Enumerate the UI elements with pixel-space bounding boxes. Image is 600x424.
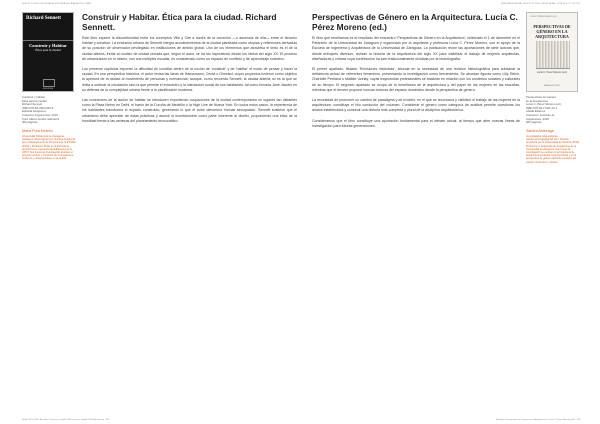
reviewer-name: Sandra Amezaga (526, 129, 554, 133)
paragraph: Los primeros capítulos exponen la dificultad de conciliar dentro de la noción de 'construir' y de 'habitar' el modo de pensar y hacer la ciudad. En una perspectiva histórica, el autor revisa las ideas de Haussmann, Cerdá u Olmsted, cuyos proyectos tuvieron como objetivo la apertura de la ciudad al movimiento de personas y mercancías; aunque, como recuerda Sennett, la ciudad abierta no es la que se limita a ordenar la circulación sino la que permite el encuentro y la interacción social de sus habitantes, tal como formula Jane Jacobs en su defensa de la complejidad urbana frente a la planificación moderna. (82, 67, 297, 92)
reviewer-right (526, 129, 580, 164)
cover-author: Richard Sennett (26, 16, 61, 21)
book-metadata-right (526, 96, 580, 125)
paragraph: La necesidad de promover un cambio de paradigma y de modelo, en el que se reconozca y visibilice el trabajo de las mujeres en la arquitectura, constituye el hilo conductor del volumen. Considerar el género como categoría de análisis permite cuestionar los relatos establecidos y construir una historia más completa y plural de la disciplina arquitectónica. (312, 98, 520, 113)
metadata-line: Abada Editores (526, 109, 546, 114)
cover-publisher: ABADA EDITORES (544, 85, 560, 87)
article-title-left: Construir y Habitar. Ética para la ciudad. Richard Sennett. (82, 12, 277, 32)
book-cover-left (22, 12, 74, 92)
review-body-right (312, 12, 520, 134)
metadata-line: Editorial Anagrama, (22, 109, 47, 114)
right-page (312, 12, 580, 412)
article-text-left (82, 36, 297, 124)
left-page (22, 12, 297, 412)
cover-editor: Lucía C. Pérez Moreno (ed.) (536, 71, 568, 74)
paragraph: Este libro expone la discontinuidad entre los conceptos Ville y Cité a través de la conexión —o ausencia de ella— entre el binomio habitar y construir. La evolución urbana de Sennett integra acontecimientos de la ciudad planteada como utopías y reflexiones derivadas de su posición de observador privilegiado en instituciones de ámbito global. Uno de los elementos que atraviesa el texto es el de la ciudad abierta, frente al modelo de ciudad cerrada que, según el autor, se ha ido imponiendo desde los inicios del siglo XX. El proceso de urbanización en sí mismo, con sus múltiples escalas, es considerado como un espacio de conflicto y de aprendizaje colectivo. (82, 36, 297, 61)
reviewer-bio: Universidad Politécnica de Cartagena. mariapura.moreno@upct.es. Doctora Arquitecta por el Departamento de Proyectos de la ETSAM (2013) y Profesora Titular en la Escuela de Arquitectura e Ingeniería de Edificación de la UPCT. Sus líneas de investigación abordan el proyecto urbano y la historia de la arquitectura moderna y contemporánea en la ciudad. (22, 135, 76, 161)
metadata-line: Arquitectura, 2018 (526, 116, 549, 121)
reviewer-left (22, 129, 76, 161)
metadata-line: ISBN 978-84-17301-12-1 (526, 105, 558, 110)
metadata-line: 400 páginas (22, 120, 38, 125)
cover-rule (23, 40, 73, 41)
running-head-right: WWW.REVISTA RA / ISSN 2171-1146 / REVISTA RA · 2018 Nº 5 / P. 123-125 (501, 3, 580, 5)
paragraph: Las conexiones de la acción de habitar se introducen exponiendo ocupaciones de la ciudad contemporánea en lugares tan distantes como la Plaza Nehru en Delhi, el barrio de la Coruña de Medellín o la High Line de Nueva York. En todos estos casos, la experiencia de los habitantes transforma el espacio construido, generando lo que el autor denomina 'formas sincopadas'. Sennett sostiene que el urbanismo debe aprender de estas prácticas y asumir la incertidumbre como parte inherente al diseño, proponiendo una ética de la humildad frente a las certezas del planeamiento tecnocrático. (82, 98, 297, 123)
cover-title: Construir y Habitar Ética para la ciudad (29, 43, 67, 52)
article-text-right (312, 36, 520, 129)
metadata-line: Colección: Lecturas de (526, 112, 555, 117)
metadata-line: Trad. Marco Aurelio Galmarini (22, 116, 60, 121)
footer-right: Reseñas Perspectivas de Género en la Arquitectura. Lucía C. Pérez Moreno (ed.) · R5 (496, 419, 580, 421)
reviewer-name: María Pura Moreno (22, 129, 53, 133)
paragraph: El primer apartado, titulado 'Revisiones históricas', abunda en la necesidad de una revisión historiográfica para subsanar la deficiencia actual de referentes femeninos, presentando la investigación como herramienta. Se abordan figuras como Lilly Reich, Charlotte Perriand o Matilde Ucelay, cuyas trayectorias profesionales se analizan en relación con los contextos sociales y culturales de su tiempo. El segundo apartado se ocupa de la enseñanza de la arquitectura y del papel de las mujeres en las escuelas, mientras que el tercero propone nuevas lecturas del espacio doméstico desde la perspectiva de género. (312, 67, 520, 92)
footer-left: ISSN 2171-1146 / Reseñas Construir y habitar. Ética para la ciudad. Richard Sennett · R5 (22, 419, 109, 421)
metadata-line: Ética para la ciudad (22, 98, 47, 103)
cover-publisher: ANAGRAMA (42, 88, 54, 90)
metadata-line: Richard Sennett (22, 102, 43, 107)
cover-title: PERSPECTIVAS DE GÉNERO EN LA ARQUITECTURA (533, 24, 571, 39)
article-title-right: Perspectivas de Género en la Arquitectura. Lucía C. Pérez Moreno (ed.) (312, 12, 518, 32)
metadata-line: 280 páginas (526, 120, 542, 125)
cover-image (536, 41, 570, 69)
paragraph: El libro que reseñamos es el resultado del encuentro 'Perspectivas de Género en la Arquitectura', celebrado el 1 de diciembre en el Paraninfo de la Universidad de Zaragoza y organizado por la arquitecta y profesora Lucía C. Pérez Moreno, con el apoyo de la Escuela de Ingeniería y Arquitectura de la Universidad de Zaragoza. La publicación reúne las aportaciones de siete autoras que, desde enfoques diversos, revisan la historia de la arquitectura del siglo XX para visibilizar el trabajo de mujeres arquitectas, diseñadoras y críticas cuya contribución ha sido tradicionalmente olvidada por la historiografía. (312, 36, 520, 61)
metadata-line: Lucía C. Pérez Moreno (ed.) (526, 102, 562, 107)
running-head-left: ISSN 2171-1146 / REVISTA DE HISTORIA DE LA ARQUITECTURA (22, 3, 91, 5)
metadata-line: Construir y habitar. (22, 95, 46, 99)
book-cover-right (526, 12, 578, 92)
review-body-left (82, 12, 297, 129)
cover-series: LUCÍA C. PÉREZ MORENO (ED.) (530, 16, 558, 18)
metadata-line: ISBN 978-84-339-6433-5 (22, 105, 54, 110)
metadata-line: en la Arquitectura (526, 98, 548, 103)
right-sidebar (526, 12, 580, 412)
metadata-line: Colección Argumentos, 2019 (22, 112, 58, 117)
paragraph: Consideramos que el libro constituye una aportación fundamental para el debate actual, al tiempo que abre nuevas líneas de investigación para futuras generaciones. (312, 118, 520, 128)
book-metadata-left (22, 96, 76, 125)
metadata-line: Perspectivas de Género (526, 95, 557, 99)
publisher-logo (43, 79, 55, 87)
reviewer-bio: Investigadora independiente. sandra.amezaga@gmail.com. Doctora Arquitecta por la Universidad de Navarra (2016). Profesora en la Escuela de Arquitectura de la Universidad de Zaragoza. Sus líneas de investigación se centran en la historia de la arquitectura española contemporánea y en la perspectiva de género aplicada al estudio del espacio doméstico y urbano. (526, 135, 580, 164)
